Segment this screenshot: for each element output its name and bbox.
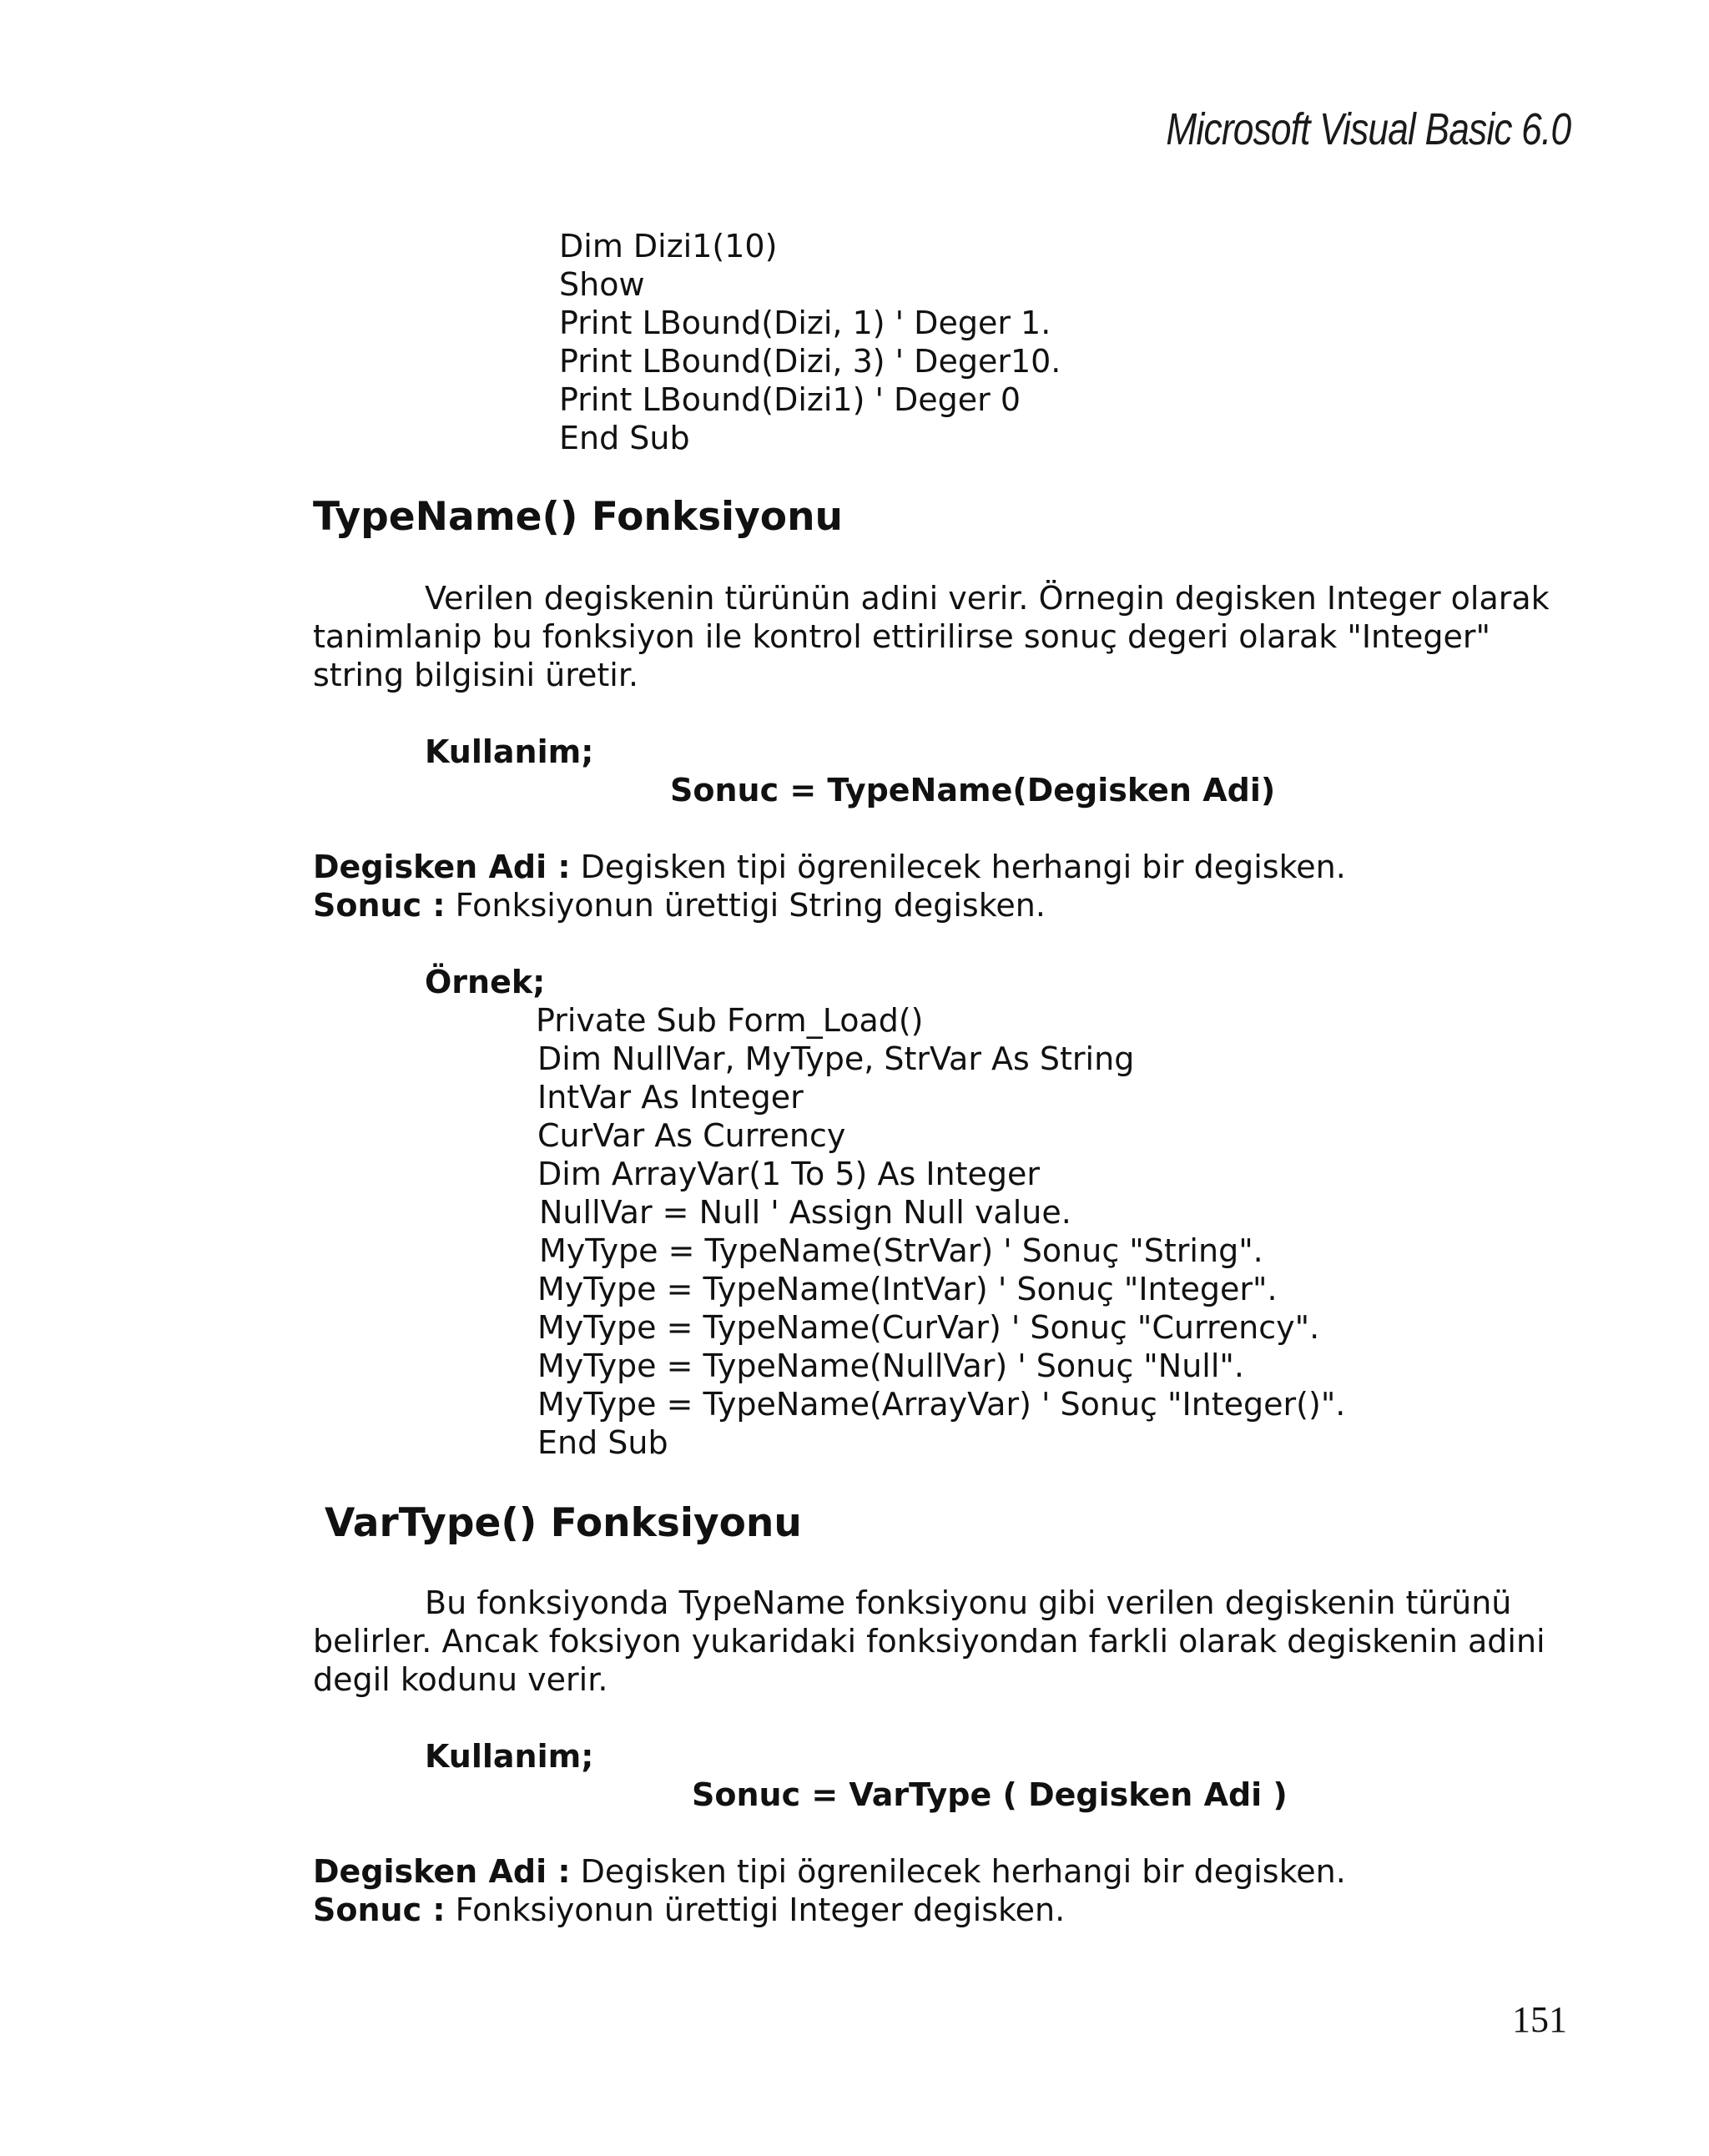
param-name: Degisken Adi : (313, 1853, 571, 1890)
code-line: Show (559, 266, 645, 303)
param-desc: Degisken tipi ögrenilecek herhangi bir degisken. (570, 849, 1346, 885)
code-line: End Sub (559, 420, 690, 456)
usage-syntax: Sonuc = TypeName(Degisken Adi) (670, 772, 1276, 808)
page-number: 151 (1512, 1999, 1567, 2040)
usage-label: Kullanim; (425, 1738, 594, 1775)
code-line: Print LBound(Dizi, 1) ' Deger 1. (559, 305, 1051, 341)
code-line: MyType = TypeName(StrVar) ' Sonuç "String". (539, 1232, 1263, 1269)
code-line: Dim Dizi1(10) (559, 228, 778, 264)
code-line: CurVar As Currency (537, 1117, 846, 1154)
typename-description: Verilen degiskenin türünün adini verir. Örnegin degisken Integer olarak tanimlanip bu fonksiyon ile kontrol ettirilirse sonuç degeri olarak "Integer" string bilgisini üretir. (313, 580, 1550, 693)
code-line: MyType = TypeName(NullVar) ' Sonuç "Null". (537, 1348, 1244, 1384)
code-line: MyType = TypeName(CurVar) ' Sonuç "Currency". (537, 1309, 1320, 1346)
code-line: Print LBound(Dizi, 3) ' Deger10. (559, 343, 1061, 380)
code-line: Print LBound(Dizi1) ' Deger 0 (559, 381, 1021, 418)
param-name: Sonuc : (313, 887, 446, 924)
code-line: Dim NullVar, MyType, StrVar As String (537, 1040, 1135, 1077)
running-header: Microsoft Visual Basic 6.0 (1166, 104, 1570, 154)
code-line: NullVar = Null ' Assign Null value. (539, 1194, 1071, 1231)
section-heading-typename: TypeName() Fonksiyonu (313, 494, 844, 540)
example-label: Örnek; (425, 964, 546, 1000)
code-line: Dim ArrayVar(1 To 5) As Integer (537, 1156, 1041, 1192)
param-name: Sonuc : (313, 1892, 446, 1928)
section-heading-vartype: VarType() Fonksiyonu (325, 1500, 802, 1546)
param-desc: Degisken tipi ögrenilecek herhangi bir degisken. (570, 1853, 1346, 1890)
code-line: MyType = TypeName(ArrayVar) ' Sonuç "Integer()". (537, 1386, 1346, 1423)
usage-label: Kullanim; (425, 733, 594, 770)
usage-syntax: Sonuc = VarType ( Degisken Adi ) (692, 1776, 1288, 1813)
param-name: Degisken Adi : (313, 849, 571, 885)
code-line: End Sub (537, 1424, 668, 1461)
code-line: IntVar As Integer (537, 1079, 804, 1116)
param-desc: Fonksiyonun ürettigi Integer degisken. (445, 1892, 1066, 1928)
code-line: MyType = TypeName(IntVar) ' Sonuç "Integer". (537, 1271, 1278, 1307)
param-line (313, 1852, 1346, 1891)
param-line (313, 1891, 1065, 1929)
vartype-description: Bu fonksiyonda TypeName fonksiyonu gibi verilen degiskenin türünü belirler. Ancak foksiyon yukaridaki fonksiyondan farkli olarak degiskenin adini degil kodunu verir. (313, 1584, 1545, 1698)
param-desc: Fonksiyonun ürettigi String degisken. (445, 887, 1046, 924)
param-line (313, 848, 1346, 886)
param-line (313, 886, 1046, 924)
code-line: Private Sub Form_Load() (536, 1002, 924, 1039)
